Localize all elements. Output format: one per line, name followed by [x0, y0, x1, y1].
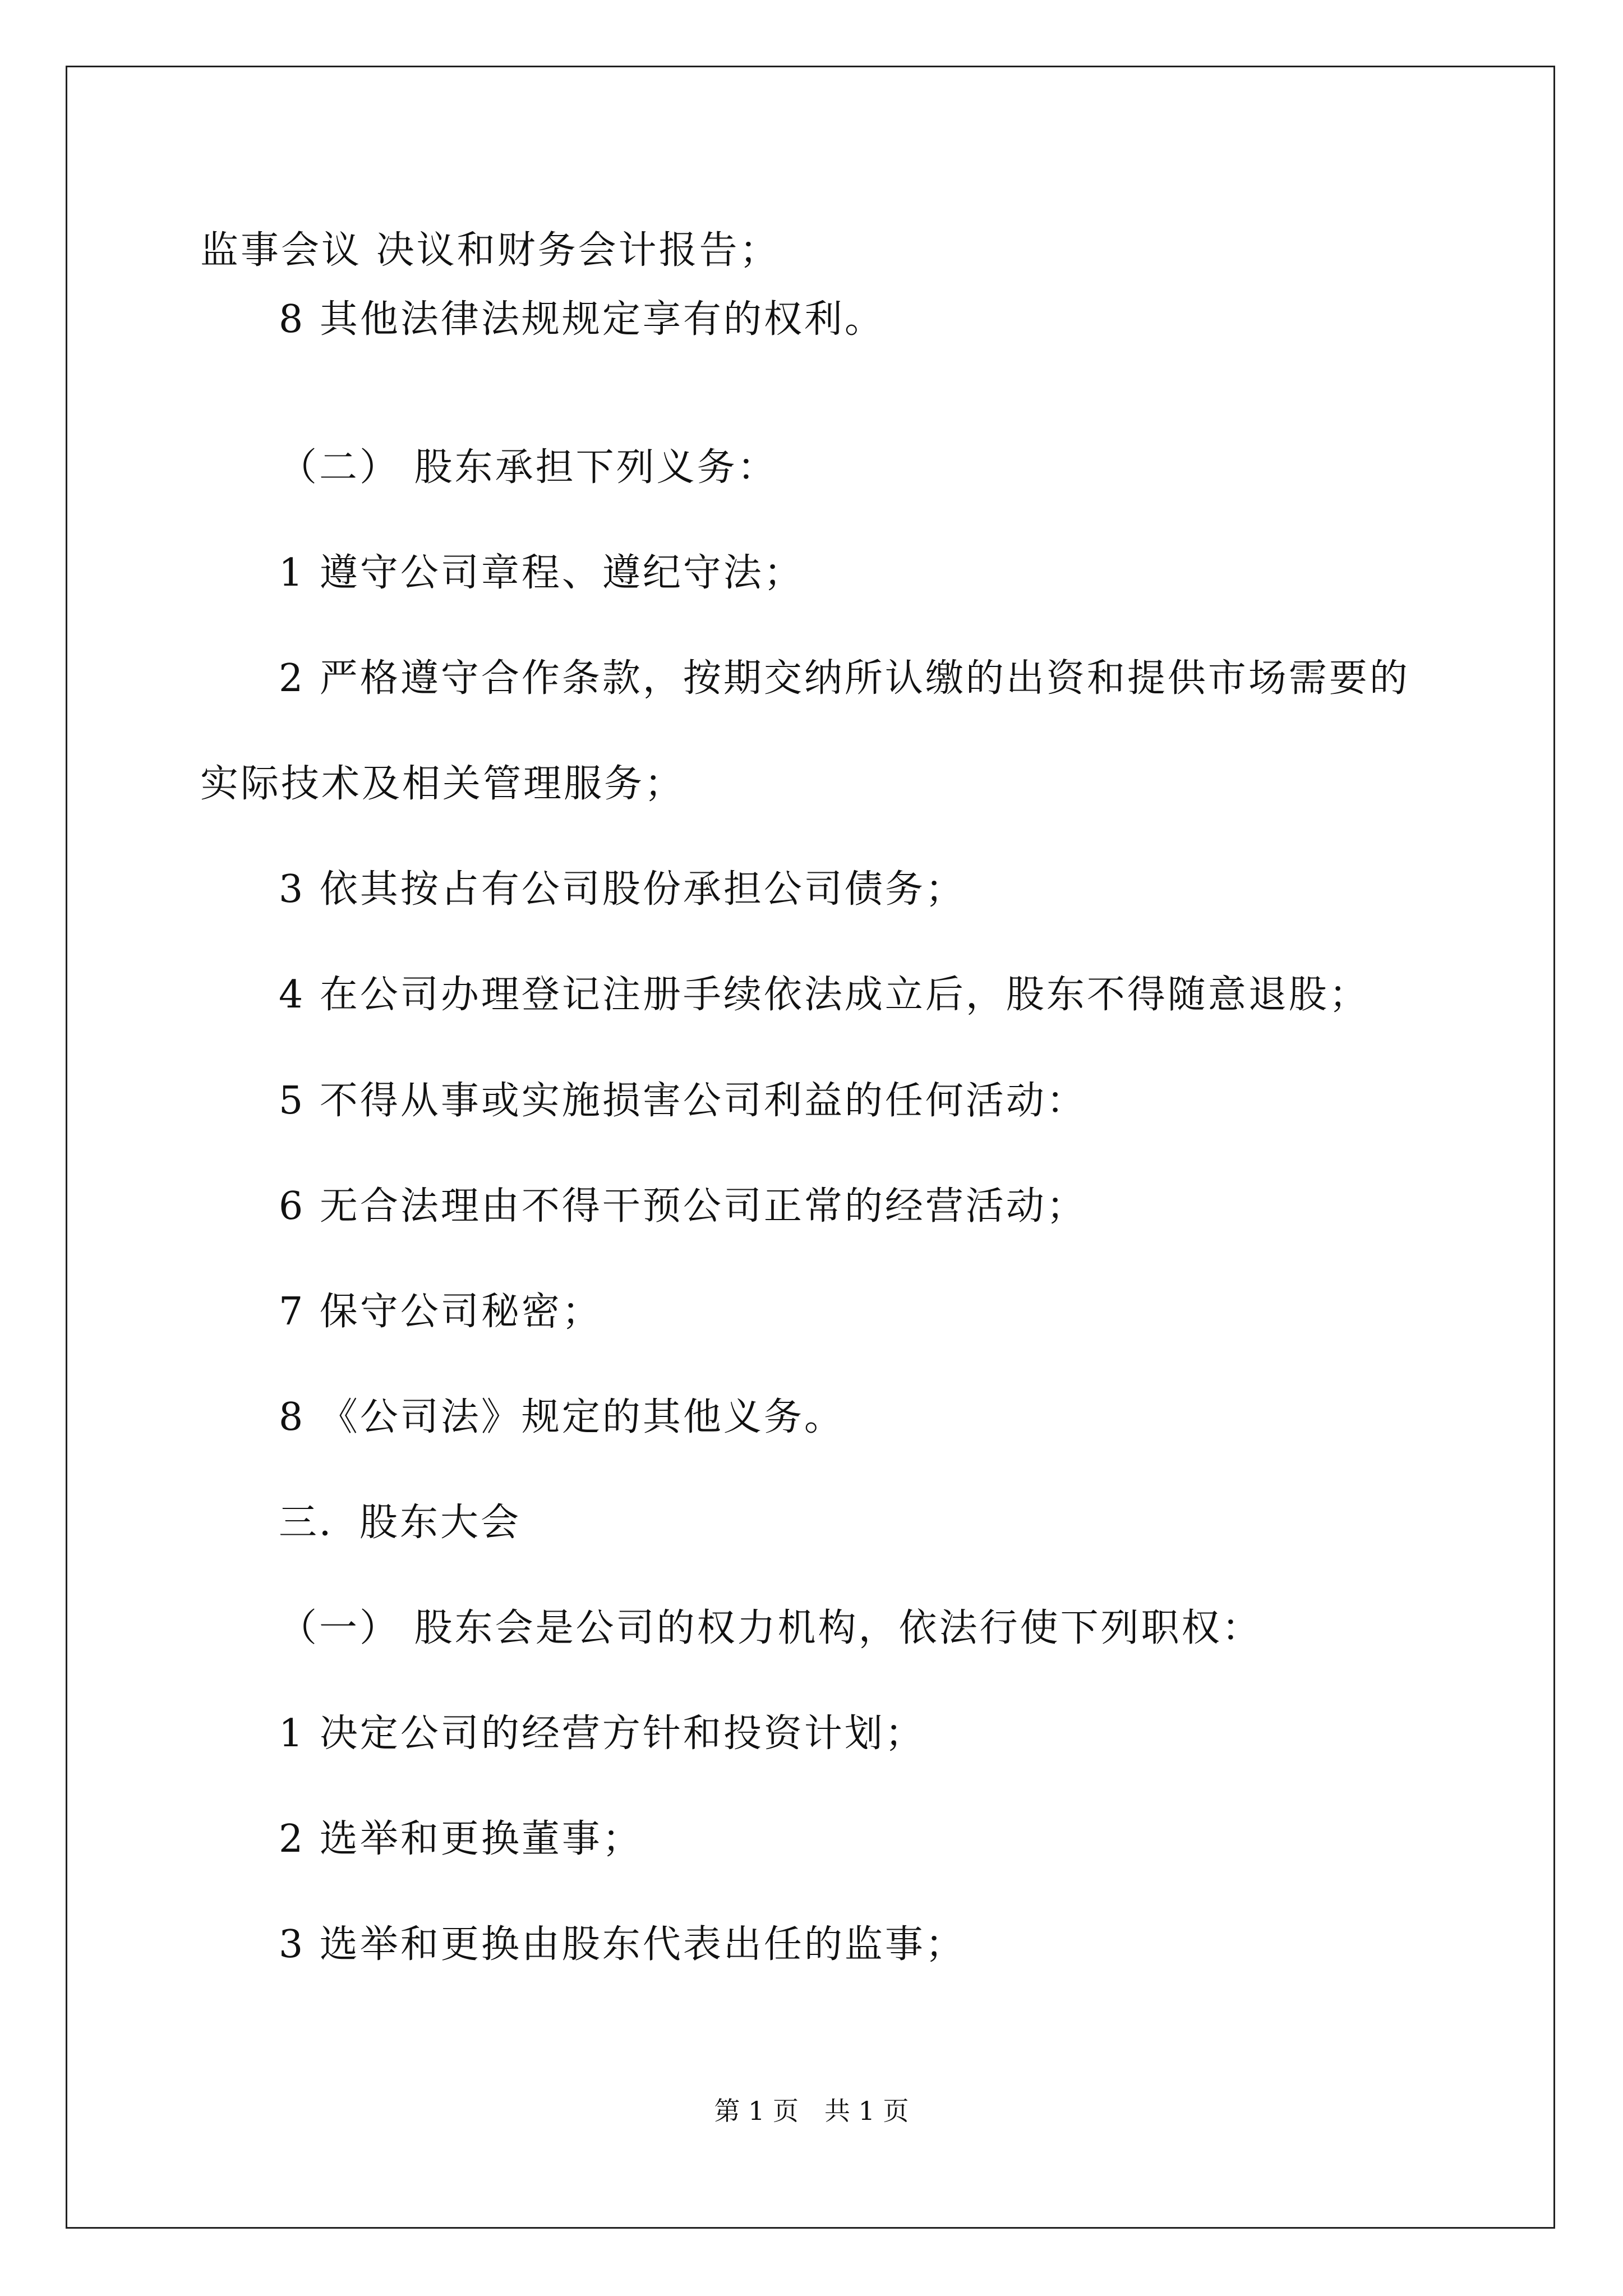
paragraph-line: 7 保守公司秘密； [279, 1290, 602, 1334]
paragraph-line: 6 无合法理由不得干预公司正常的经营活动； [279, 1184, 1087, 1228]
paragraph-line: 2 选举和更换董事； [279, 1817, 643, 1861]
paragraph-line: 5 不得从事或实施损害公司利益的任何活动： [279, 1079, 1087, 1123]
paragraph-line: 3 依其按占有公司股份承担公司债务； [279, 867, 966, 912]
paragraph-line: （一） 股东会是公司的权力机构，依法行使下列职权： [279, 1606, 1262, 1650]
page-footer: 第 1 页 共 1 页 [714, 2096, 909, 2126]
paragraph-line: 监事会议 决议和财务会计报告； [200, 228, 780, 273]
paragraph-line: 8 其他法律法规规定享有的权利。 [279, 297, 885, 342]
paragraph-line: 8 《公司法》规定的其他义务。 [279, 1395, 845, 1439]
paragraph-line: 2 严格遵守合作条款，按期交纳所认缴的出资和提供市场需要的 [279, 656, 1410, 701]
paragraph-line: 3 选举和更换由股东代表出任的监事； [279, 1922, 966, 1967]
paragraph-line: （二） 股东承担下列义务： [279, 445, 778, 490]
paragraph-line: 1 决定公司的经营方针和投资计划； [279, 1711, 925, 1756]
paragraph-line: 4 在公司办理登记注册手续依法成立后，股东不得随意退股； [279, 973, 1370, 1017]
paragraph-line: 1 遵守公司章程、遵纪守法； [279, 551, 804, 595]
paragraph-line: 实际技术及相关管理服务； [200, 762, 685, 806]
page-border [66, 66, 1555, 2229]
section-heading: 三．股东大会 [279, 1501, 522, 1545]
